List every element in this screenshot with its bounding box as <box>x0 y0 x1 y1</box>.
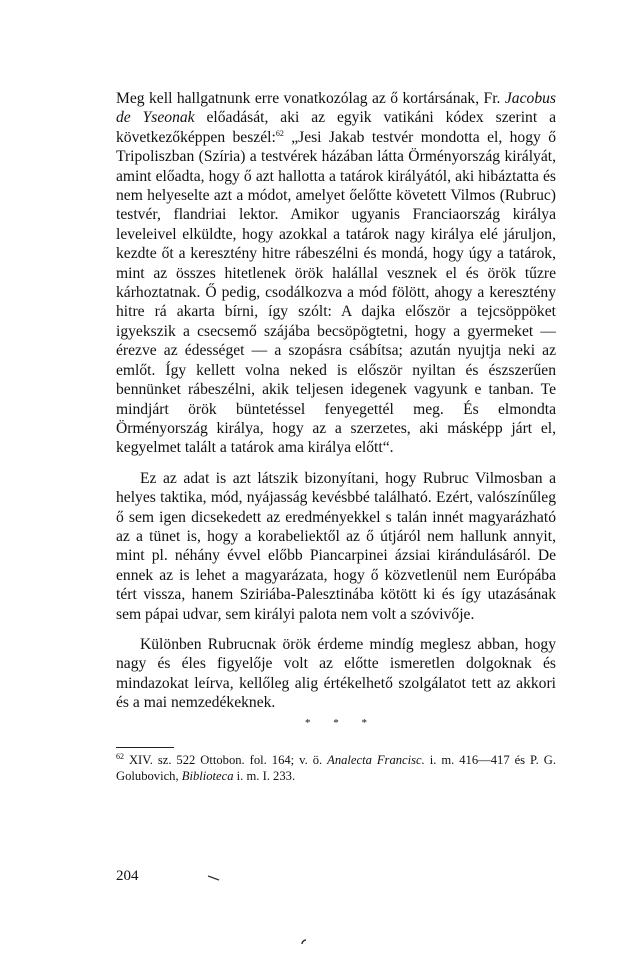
stray-mark-icon <box>207 875 221 881</box>
paragraph-1-text: előadását, aki az egyik vatikáni kódex szerint a következőképpen beszél: <box>116 109 556 146</box>
section-separator: * * * <box>305 716 377 729</box>
body-paragraph-1 <box>116 89 556 458</box>
paragraph-1-text: Meg kell hallgatnunk erre vonatkozólag az ő kortársának, Fr. <box>116 90 505 107</box>
footnote-text: Biblioteca <box>181 769 234 783</box>
paragraph-1-text: Jacobus de Yseonak <box>116 90 556 127</box>
footnote-rule <box>116 747 174 748</box>
paragraph-3-text: Különben Rubrucnak örök érdeme mindíg meglesz abban, hogy nagy és éles figyelője volt az előtte ismeretlen dolgoknak és mindazokat leírva, kellőleg alig értékelhető szolgálatot tett az akkori és a mai nemzedékeknek. <box>116 635 556 712</box>
footnote-text: i. m. 416—417 és P. G. Golubovich, <box>116 752 556 783</box>
stray-dot-icon <box>300 938 308 946</box>
page-number: 204 <box>116 868 139 884</box>
footnote-text: i. m. I. 233. <box>233 769 296 783</box>
footnote-number: 62 <box>116 751 124 761</box>
paragraph-1-text: „Jesi Jakab testvér mondotta el, hogy ő Tripoliszban (Szíria) a testvérek házában látta Örményország királyát, amint előadta, hogy ő azt hallotta a tatárok királyától, aki hibáztatta és nem helyeselte azt a módot, amelyet őelőtte követett Vilmos (Rubruc) testvér, flandriai lektor. Amikor ugyanis Franciaország királya leveleivel elküldte, hogy azokkal a tatárok nagy királya elé járuljon, kezdte őt a keresztény hitre rábeszélni és mondá, hogy úgy a tatárok, mint az összes hitetlenek örök halállal vesznek el és örök tűzre kárhoztatnak. Ő pedig, csodálkozva a mód fölött, ahogy a keresztény hitre rá akarta bírni, így szólt: A dajka először a tejcsöppöket igyekszik a csecsemő szájába becsöpögtetni, hogy a gyermeket — érezve az édességet — a szopásra csábítsa; azután nyujtja neki az emlőt. Így kellett volna neked is először nyiltan és észszerűen bennünket rábeszélni, akik teljesen idegenek vagyunk e tanban. Te mindjárt örök büntetéssel fenyegettél meg. És elmondta Örményország királya, hogy az a szerzetes, aki másképp járt el, kegyelmet talált a tatárok ama királya előtt“. <box>116 128 556 457</box>
footnote-text <box>116 753 556 783</box>
paragraph-2-text: Ez az adat is azt látszik bizonyítani, hogy Rubruc Vilmosban a helyes taktika, mód, nyájasság kevésbbé található. Ezért, valószínűleg ő sem igen dicsekedett az eredményekkel s talán innét magyarázható az a tünet is, hogy a korabeliektől az ő útjáról nem hallunk annyit, mint pl. néhány évvel előbb Piancarpinei ázsiai kirándulásáról. De ennek az is lehet a magyarázata, hogy ő közvetlenül nem Európába tért vissza, hanem Sziriába-Palesztinába kötött ki és így utazásának sem pápai udvar, sem királyi palota nem volt a szóvivője. <box>116 469 556 623</box>
footnote <box>116 752 556 785</box>
paragraph-1-footnote-ref: 62 <box>275 128 284 138</box>
footnote-text: XIV. sz. 522 Ottobon. fol. 164; v. ö. <box>124 752 328 767</box>
body-paragraph-2 <box>116 469 556 624</box>
body-paragraph-3 <box>116 635 556 713</box>
page-body <box>116 89 556 784</box>
footnote-text: Analecta Francisc. <box>327 752 425 767</box>
